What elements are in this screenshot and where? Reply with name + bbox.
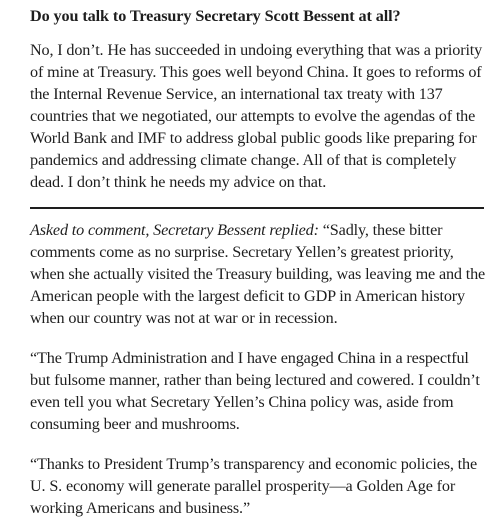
interview-answer: No, I don’t. He has succeeded in undoing everything that was a priority of mine at Treasury. This goes well beyond China. It goes to reforms of the Internal Revenue Service, an international tax treaty with 137 countries that we negotiated, our attempts to evolve the agendas of the World Bank and IMF to address global public goods like preparing for pandemics and addressing climate change. All of that is completely dead. I don’t think he needs my advice on that. xyxy=(30,41,483,191)
reply-lead: Asked to comment, Secretary Bessent replied: xyxy=(30,221,319,239)
bessent-reply xyxy=(30,219,486,329)
reply-text: “Sadly, these bitter comments come as no surprise. Secretary Yellen’s greatest priority, when she actually visited the Treasury building, was leaving me and the American people with the largest deficit to GDP in American history when our country was not at war or in recession. xyxy=(30,221,486,327)
bessent-quote-economy: “Thanks to President Trump’s transparency and economic policies, the U. S. economy will generate parallel prosperity—a Golden Age for working Americans and business.” xyxy=(30,455,478,517)
interview-question: Do you talk to Treasury Secretary Scott Bessent at all? xyxy=(30,7,401,25)
bessent-quote-china: “The Trump Administration and I have engaged China in a respectful but fulsome manner, rather than being lectured and cowered. I couldn’t even tell you what Secretary Yellen’s China policy was, aside from consuming beer and mushrooms. xyxy=(30,349,480,433)
section-divider xyxy=(30,207,484,209)
